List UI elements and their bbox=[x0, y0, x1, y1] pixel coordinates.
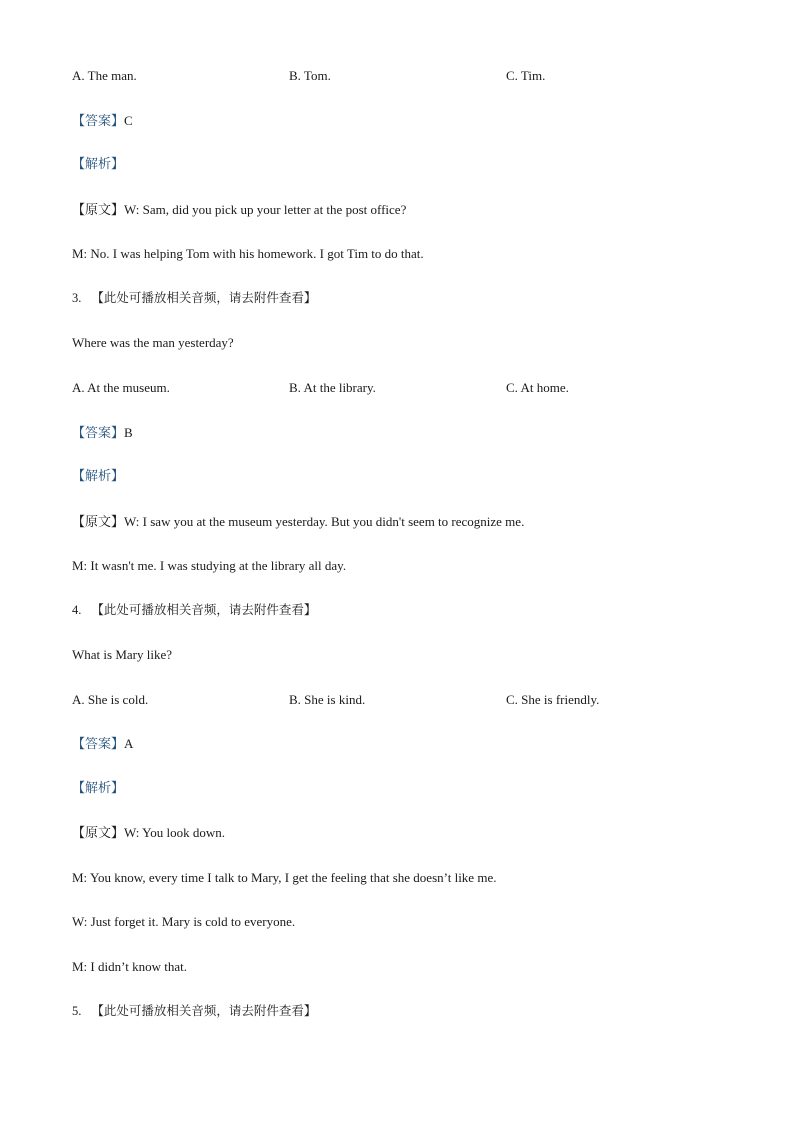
q3-option-a: A. At the museum. bbox=[72, 380, 170, 395]
q3-option-b: B. At the library. bbox=[289, 380, 376, 395]
q2-option-a: A. The man. bbox=[72, 68, 137, 83]
dialogue-text: W: You look down. bbox=[124, 825, 226, 840]
q5-header bbox=[72, 1003, 316, 1019]
source-tag: 【原文】 bbox=[72, 203, 125, 218]
q2-option-c: C. Tim. bbox=[506, 68, 546, 83]
q4-analysis-tag: 【解析】 bbox=[72, 781, 125, 796]
q4-option-c: C. She is friendly. bbox=[506, 692, 600, 707]
q4-answer bbox=[72, 736, 133, 753]
q4-dialogue-line-3: W: Just forget it. Mary is cold to everyone. bbox=[72, 914, 296, 929]
q4-dialogue-line-4: M: I didn’t know that. bbox=[72, 959, 187, 974]
q3-header bbox=[72, 290, 316, 306]
answer-tag: 【答案】 bbox=[72, 737, 125, 752]
dialogue-text: W: Sam, did you pick up your letter at the post office? bbox=[124, 202, 407, 217]
q2-option-b: B. Tom. bbox=[289, 68, 331, 83]
q3-question: Where was the man yesterday? bbox=[72, 335, 234, 350]
answer-tag: 【答案】 bbox=[72, 114, 125, 129]
audio-note: 【此处可播放相关音频，请去附件查看】 bbox=[91, 602, 317, 617]
answer-tag: 【答案】 bbox=[72, 426, 125, 441]
q2-dialogue-line-1 bbox=[72, 202, 406, 219]
dialogue-text: W: I saw you at the museum yesterday. But you didn't seem to recognize me. bbox=[124, 514, 525, 529]
answer-value: A bbox=[124, 736, 134, 751]
q2-answer bbox=[72, 113, 133, 130]
question-number: 3. bbox=[72, 291, 82, 305]
answer-value: C bbox=[124, 113, 133, 128]
answer-value: B bbox=[124, 425, 133, 440]
q2-analysis-tag: 【解析】 bbox=[72, 157, 125, 172]
q3-dialogue-line-2: M: It wasn't me. I was studying at the library all day. bbox=[72, 558, 347, 573]
q4-question: What is Mary like? bbox=[72, 647, 172, 662]
audio-note: 【此处可播放相关音频，请去附件查看】 bbox=[91, 1003, 317, 1018]
q3-dialogue-line-1 bbox=[72, 514, 524, 531]
source-tag: 【原文】 bbox=[72, 515, 125, 530]
q4-dialogue-line-1 bbox=[72, 825, 225, 842]
q4-dialogue-line-2: M: You know, every time I talk to Mary, I get the feeling that she doesn’t like me. bbox=[72, 870, 497, 885]
q3-option-c: C. At home. bbox=[506, 380, 569, 395]
q3-analysis-tag: 【解析】 bbox=[72, 469, 125, 484]
source-tag: 【原文】 bbox=[72, 826, 125, 841]
q2-dialogue-line-2: M: No. I was helping Tom with his homework. I got Tim to do that. bbox=[72, 246, 424, 261]
audio-note: 【此处可播放相关音频，请去附件查看】 bbox=[91, 290, 317, 305]
question-number: 4. bbox=[72, 603, 82, 617]
q4-option-a: A. She is cold. bbox=[72, 692, 149, 707]
q4-option-b: B. She is kind. bbox=[289, 692, 366, 707]
q4-header bbox=[72, 602, 316, 618]
q3-answer bbox=[72, 425, 133, 442]
question-number: 5. bbox=[72, 1004, 82, 1018]
